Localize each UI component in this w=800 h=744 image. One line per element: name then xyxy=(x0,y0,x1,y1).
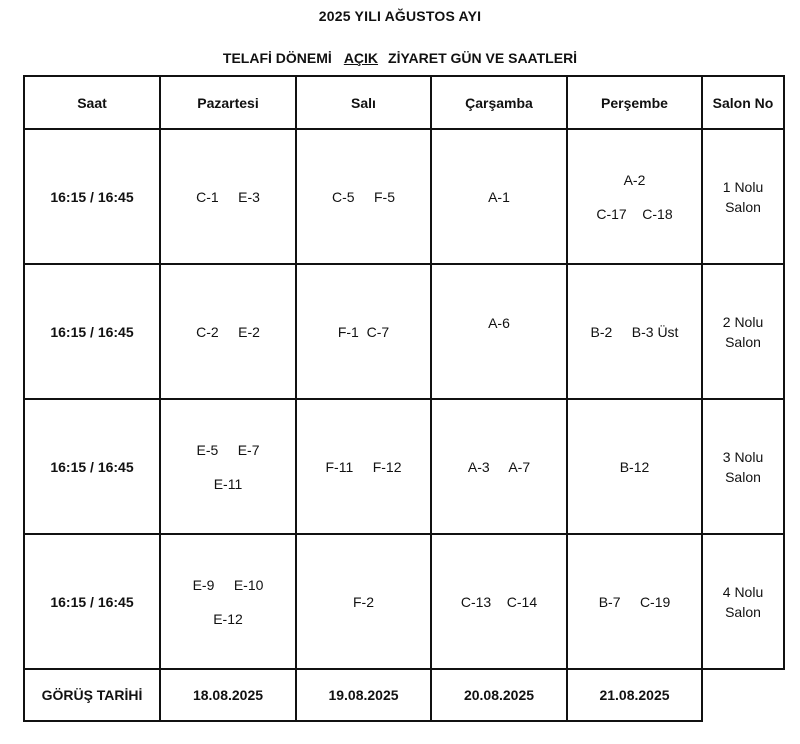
cell-line: A-3 A-7 xyxy=(467,458,531,475)
persembe-cell xyxy=(567,534,702,669)
pazartesi-cell xyxy=(160,264,296,399)
column-header-sali: Salı xyxy=(296,76,431,129)
cell-line: 1 Nolu xyxy=(722,178,764,195)
visit-date-pazartesi: 18.08.2025 xyxy=(160,669,296,721)
document-subtitle xyxy=(0,50,800,66)
cell-line: E-11 xyxy=(213,475,243,492)
cell-line: C-2 E-2 xyxy=(196,323,260,340)
document-title: 2025 YILI AĞUSTOS AYI xyxy=(318,8,482,24)
cell-line: C-5 F-5 xyxy=(331,188,395,205)
subtitle-prefix: TELAFİ DÖNEMİ xyxy=(222,50,332,66)
cell-line: 3 Nolu xyxy=(722,448,764,465)
cell-line: F-1 C-7 xyxy=(337,323,390,340)
time-cell: 16:15 / 16:45 xyxy=(24,399,160,534)
cell-line: C-13 C-14 xyxy=(460,593,538,610)
cell-line: 2 Nolu xyxy=(722,313,764,330)
column-header-pazartesi: Pazartesi xyxy=(160,76,296,129)
table-header-row xyxy=(24,76,784,129)
time-cell: 16:15 / 16:45 xyxy=(24,129,160,264)
cell-line: A-6 xyxy=(488,314,510,331)
column-header-persembe: Perşembe xyxy=(567,76,702,129)
table-row xyxy=(24,534,784,669)
cell-line: C-1 E-3 xyxy=(196,188,260,205)
cell-line: B-2 B-3 Üst xyxy=(590,323,679,340)
cell-line: B-12 xyxy=(619,458,650,475)
persembe-cell xyxy=(567,264,702,399)
cell-line: Salon xyxy=(725,468,761,485)
sali-cell xyxy=(296,534,431,669)
table-row xyxy=(24,264,784,399)
salon-cell xyxy=(702,264,784,399)
carsamba-cell xyxy=(431,264,567,399)
salon-cell xyxy=(702,399,784,534)
carsamba-cell xyxy=(431,399,567,534)
cell-line: 4 Nolu xyxy=(722,583,764,600)
column-header-carsamba: Çarşamba xyxy=(431,76,567,129)
sali-cell xyxy=(296,264,431,399)
cell-line: Salon xyxy=(725,333,761,350)
pazartesi-cell xyxy=(160,399,296,534)
visit-date-sali: 19.08.2025 xyxy=(296,669,431,721)
subtitle-suffix: ZİYARET GÜN VE SAATLERİ xyxy=(388,50,578,66)
cell-line: Salon xyxy=(725,603,761,620)
cell-line: F-11 F-12 xyxy=(325,458,402,475)
table-row xyxy=(24,129,784,264)
cell-line: Salon xyxy=(725,198,761,215)
empty-cell xyxy=(702,669,784,721)
pazartesi-cell xyxy=(160,129,296,264)
sali-cell xyxy=(296,399,431,534)
cell-line: F-2 xyxy=(353,593,374,610)
time-cell: 16:15 / 16:45 xyxy=(24,534,160,669)
cell-line: C-17 C-18 xyxy=(596,205,673,222)
visit-date-carsamba: 20.08.2025 xyxy=(431,669,567,721)
subtitle-highlight: AÇIK xyxy=(343,50,379,66)
cell-line: E-5 E-7 xyxy=(196,441,260,458)
visit-date-label: GÖRÜŞ TARİHİ xyxy=(24,669,160,721)
persembe-cell xyxy=(567,399,702,534)
salon-cell xyxy=(702,129,784,264)
visit-date-row xyxy=(24,669,784,721)
cell-line: E-12 xyxy=(213,610,243,627)
visit-date-persembe: 21.08.2025 xyxy=(567,669,702,721)
cell-line: A-2 xyxy=(623,171,646,188)
cell-line: E-9 E-10 xyxy=(192,576,264,593)
time-cell: 16:15 / 16:45 xyxy=(24,264,160,399)
table-row xyxy=(24,399,784,534)
persembe-cell xyxy=(567,129,702,264)
carsamba-cell xyxy=(431,534,567,669)
column-header-saat: Saat xyxy=(24,76,160,129)
pazartesi-cell xyxy=(160,534,296,669)
sali-cell xyxy=(296,129,431,264)
carsamba-cell xyxy=(431,129,567,264)
salon-cell xyxy=(702,534,784,669)
cell-line: A-1 xyxy=(488,188,510,205)
visit-schedule-table xyxy=(23,75,785,722)
column-header-salon-no: Salon No xyxy=(702,76,784,129)
cell-line: B-7 C-19 xyxy=(598,593,671,610)
